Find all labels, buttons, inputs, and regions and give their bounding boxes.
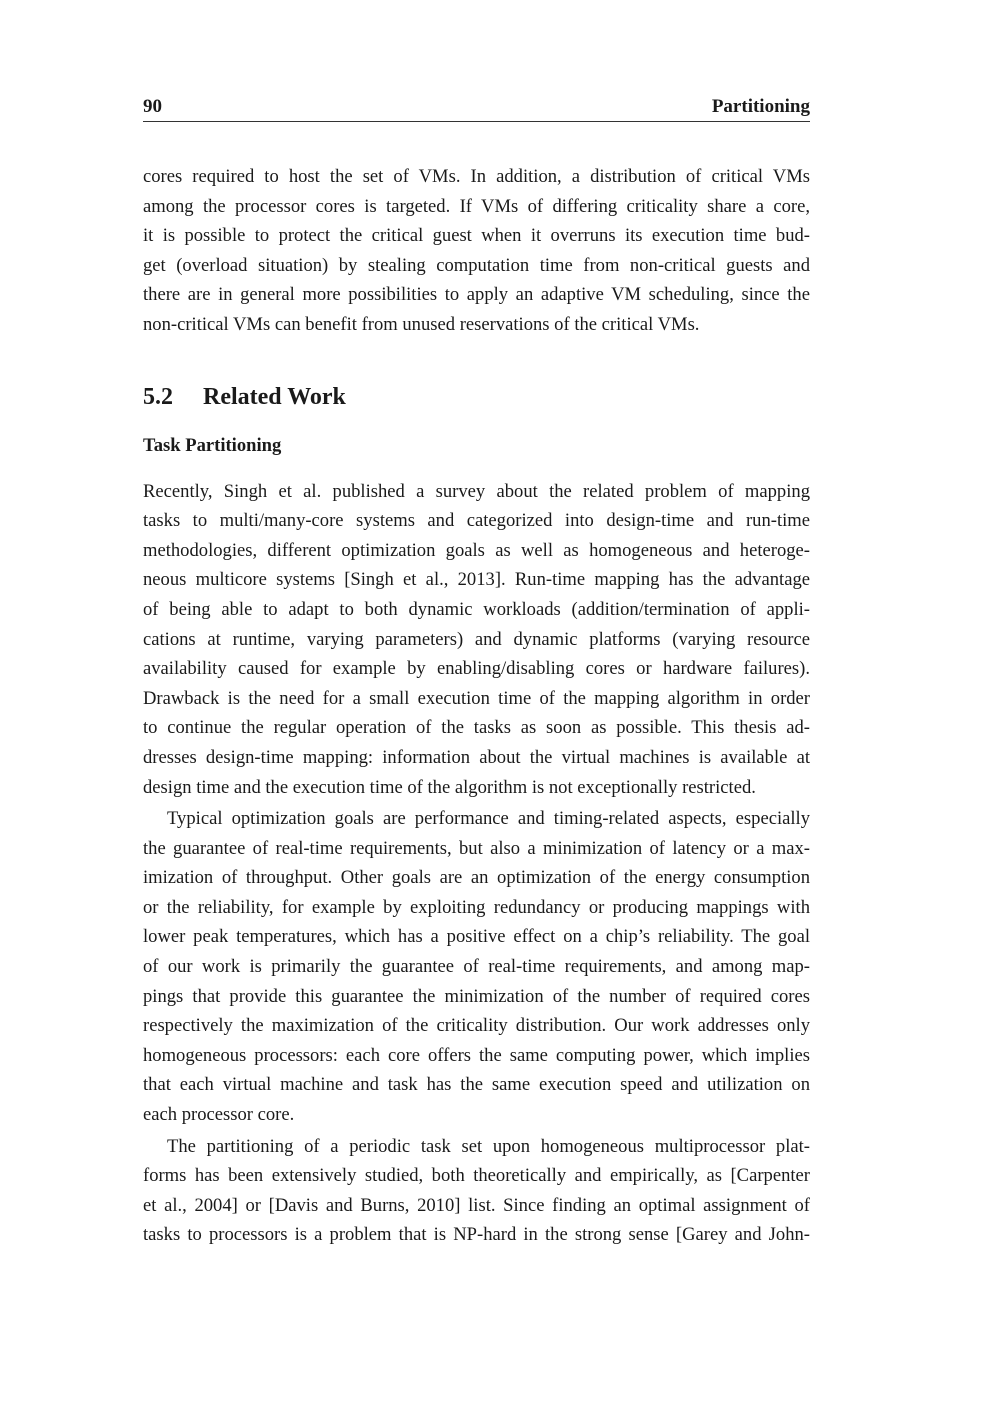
text-line: Recently, Singh et al. published a survey about the related problem of mapping [143, 480, 810, 502]
text-line: availability caused for example by enabling/disabling cores or hardware failures). [143, 658, 810, 680]
text-line: The partitioning of a periodic task set upon homogeneous multiprocessor plat- [167, 1135, 810, 1157]
page-number: 90 [143, 96, 162, 117]
text-line: respectively the maximization of the criticality distribution. Our work addresses only [143, 1015, 810, 1037]
text-line: the guarantee of real-time requirements, but also a minimization of latency or a max- [143, 837, 810, 859]
subsection-heading: Task Partitioning [143, 434, 282, 456]
running-header [143, 96, 810, 122]
text-line: that each virtual machine and task has the same execution speed and utilization on [143, 1074, 810, 1096]
text-line: cores required to host the set of VMs. In addition, a distribution of critical VMs [143, 166, 810, 187]
paragraph-intro [143, 162, 810, 340]
text-line: dresses design-time mapping: information about the virtual machines is available at [143, 746, 810, 768]
section-title: Related Work [203, 383, 346, 410]
text-line: each processor core. [143, 1104, 295, 1126]
text-line: design time and the execution time of the algorithm is not exceptionally restricted. [143, 776, 756, 798]
text-line: neous multicore systems [Singh et al., 2013]. Run-time mapping has the advantage [143, 569, 810, 591]
page-content [143, 96, 810, 1250]
text-line: homogeneous processors: each core offers the same computing power, which implies [143, 1044, 810, 1066]
text-line: cations at runtime, varying parameters) and dynamic platforms (varying resource [143, 628, 810, 650]
text-line: among the processor cores is targeted. If VMs of differing criticality share a core, [143, 195, 810, 217]
text-line: forms has been extensively studied, both theoretically and empirically, as [Carpenter [143, 1165, 810, 1187]
text-line: non-critical VMs can benefit from unused reservations of the critical VMs. [143, 313, 700, 335]
section-number: 5.2 [143, 383, 173, 410]
text-line: Typical optimization goals are performance and timing-related aspects, especially [167, 808, 810, 830]
text-line: of being able to adapt to both dynamic workloads (addition/termination of appli- [143, 598, 810, 620]
text-line: methodologies, different optimization goals as well as homogeneous and heteroge- [143, 539, 810, 561]
text-line: imization of throughput. Other goals are an optimization of the energy consumption [143, 867, 810, 889]
text-line: tasks to multi/many-core systems and categorized into design-time and run-time [143, 510, 810, 532]
paragraph-partitioning [143, 1132, 810, 1250]
text-line: there are in general more possibilities to apply an adaptive VM scheduling, since the [143, 284, 810, 306]
text-line: et al., 2004] or [Davis and Burns, 2010] list. Since finding an optimal assignment of [143, 1194, 810, 1216]
section-heading [143, 382, 810, 412]
text-line: or the reliability, for example by exploiting redundancy or producing mappings with [143, 896, 810, 918]
text-line: to continue the regular operation of the tasks as soon as possible. This thesis ad- [143, 717, 810, 739]
chapter-title: Partitioning [711, 96, 810, 117]
paragraph-goals [143, 804, 810, 1130]
text-line: of our work is primarily the guarantee of real-time requirements, and among map- [143, 956, 810, 978]
paragraph-survey [143, 477, 810, 803]
text-line: pings that provide this guarantee the minimization of the number of required cores [143, 985, 810, 1007]
text-line: tasks to processors is a problem that is NP-hard in the strong sense [Garey and John- [143, 1224, 810, 1246]
text-line: it is possible to protect the critical guest when it overruns its execution time bud- [143, 225, 810, 247]
text-line: Drawback is the need for a small execution time of the mapping algorithm in order [143, 687, 810, 709]
text-line: get (overload situation) by stealing computation time from non-critical guests and [143, 254, 810, 276]
text-line: lower peak temperatures, which has a positive effect on a chip’s reliability. The goal [143, 926, 810, 948]
